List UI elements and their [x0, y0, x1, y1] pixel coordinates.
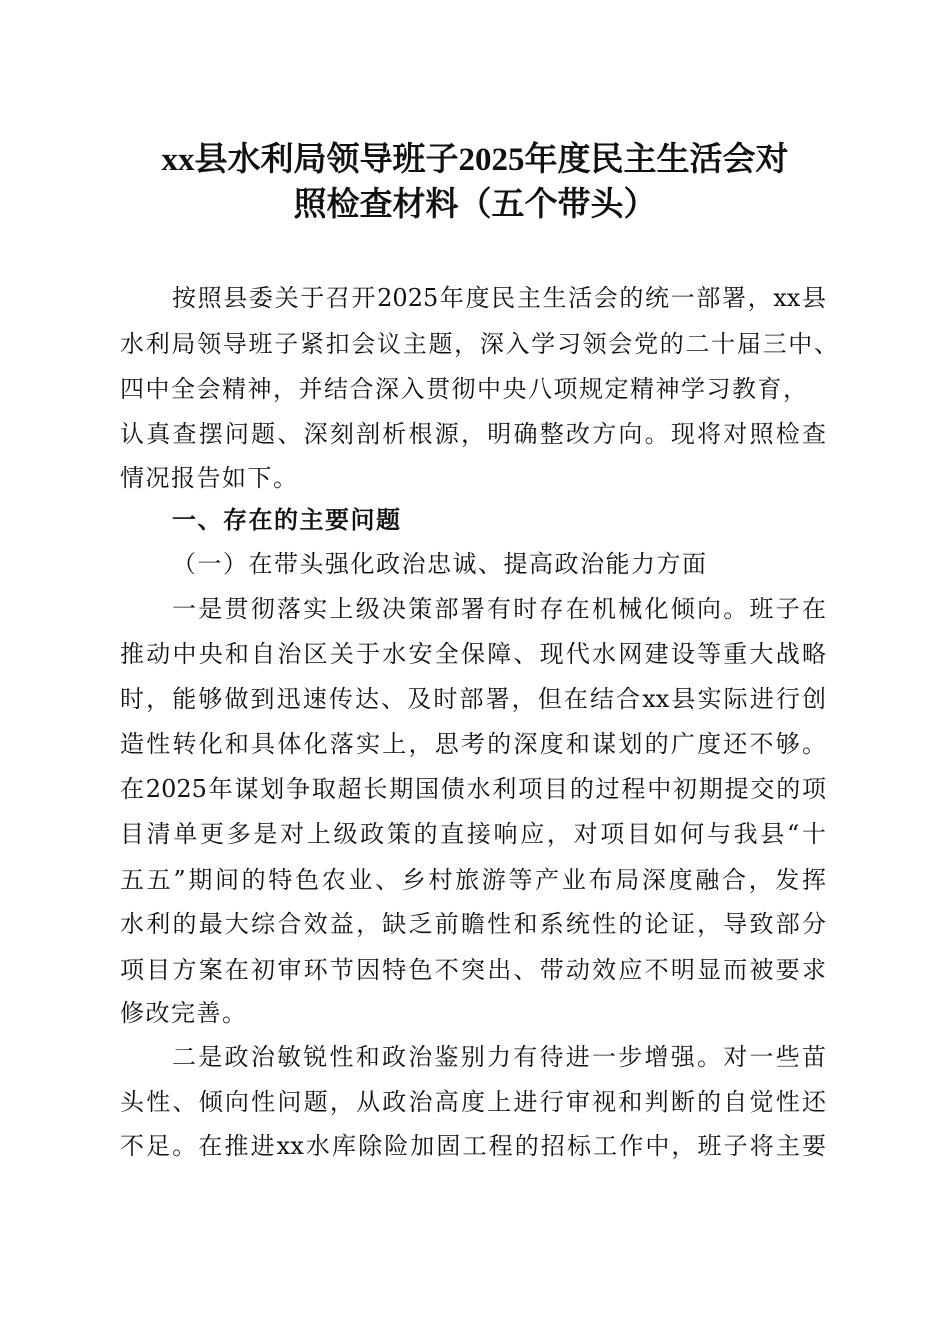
paragraph-line: 一是贯彻落实上级决策部署有时存在机械化倾向。班子在 — [172, 595, 826, 623]
paragraph-line: 按照县委关于召开2025年度民主生活会的统一部署，xx县 — [172, 284, 826, 312]
paragraph-line: 水利局领导班子紧扣会议主题，深入学习领会党的二十届三中、 — [120, 330, 838, 358]
document-title-line-2: 照检查材料（五个带头） — [293, 187, 657, 223]
paragraph-line: 造性转化和具体化落实上，思考的深度和谋划的广度还不够。 — [120, 730, 826, 758]
paragraph-line: 时，能够做到迅速传达、及时部署，但在结合xx县实际进行创 — [120, 685, 826, 713]
paragraph-line: 修改完善。 — [120, 999, 248, 1027]
paragraph-line: 四中全会精神，并结合深入贯彻中央八项规定精神学习教育， — [120, 375, 809, 403]
section-heading: 一、存在的主要问题 — [172, 505, 402, 534]
paragraph-line: 不足。在推进xx水库除险加固工程的招标工作中，班子将主要 — [120, 1132, 826, 1160]
paragraph-line: 目清单更多是对上级政策的直接响应，对项目如何与我县“十 — [120, 820, 826, 848]
paragraph-line: 推动中央和自治区关于水安全保障、现代水网建设等重大战略 — [120, 640, 826, 668]
subsection-heading: （一）在带头强化政治忠诚、提高政治能力方面 — [172, 550, 708, 578]
paragraph-line: 项目方案在初审环节因特色不突出、带动效应不明显而被要求 — [120, 956, 826, 984]
paragraph-line: 水利的最大综合效益，缺乏前瞻性和系统性的论证，导致部分 — [120, 910, 826, 938]
paragraph-line: 二是政治敏锐性和政治鉴别力有待进一步增强。对一些苗 — [172, 1043, 826, 1071]
paragraph-line: 情况报告如下。 — [120, 464, 299, 492]
document-title-line-1: xx县水利局领导班子2025年度民主生活会对 — [161, 142, 789, 178]
paragraph-line: 头性、倾向性问题，从政治高度上进行审视和判断的自觉性还 — [120, 1088, 826, 1116]
paragraph-line: 在2025年谋划争取超长期国债水利项目的过程中初期提交的项 — [120, 775, 826, 803]
paragraph-line: 五五”期间的特色农业、乡村旅游等产业布局深度融合，发挥 — [120, 866, 826, 894]
paragraph-line: 认真查摆问题、深刻剖析根源，明确整改方向。现将对照检查 — [120, 420, 826, 448]
